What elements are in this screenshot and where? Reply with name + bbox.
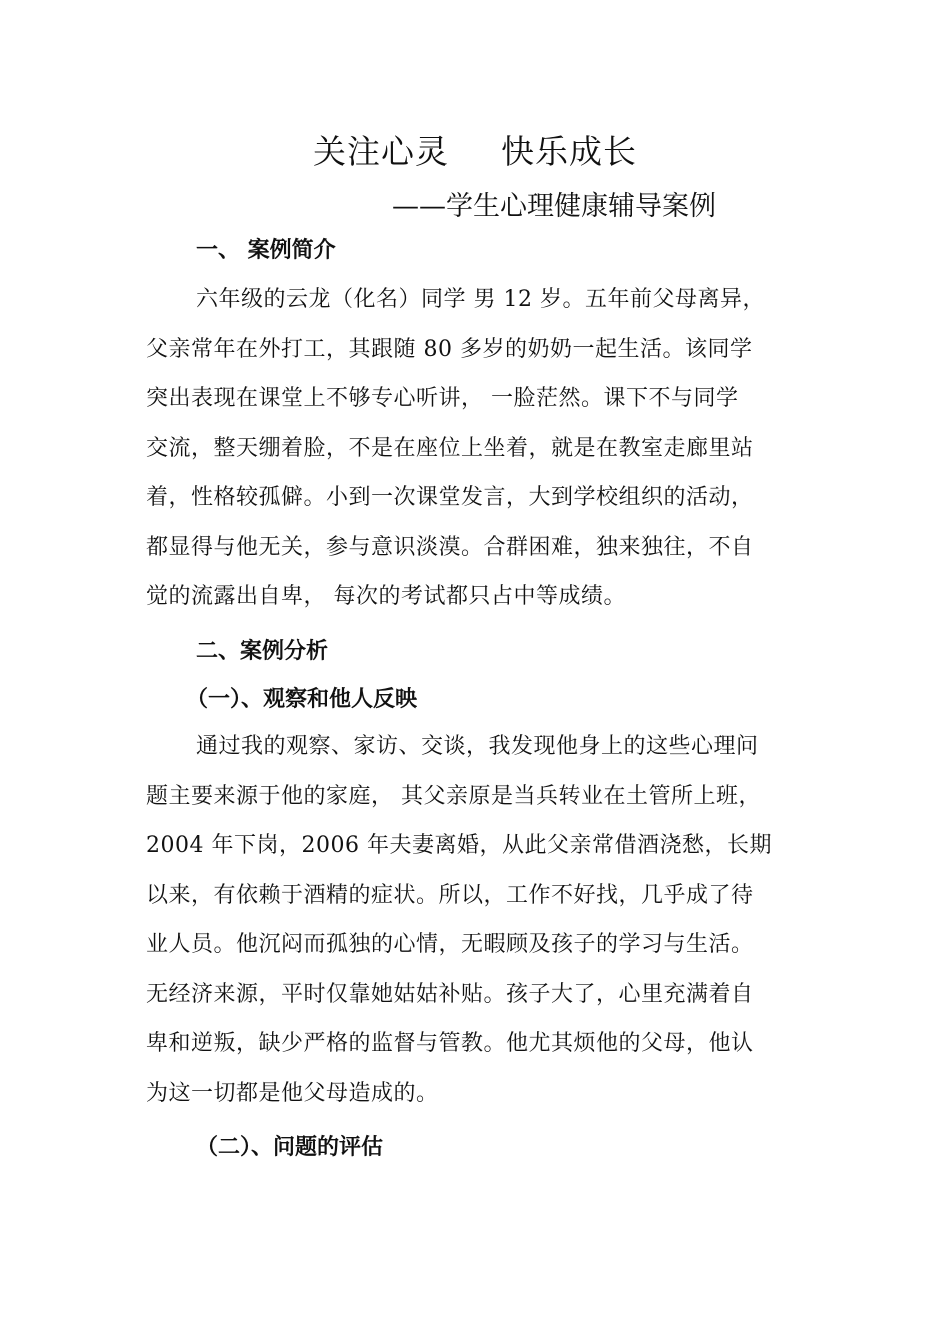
subsection-1-paragraph (146, 722, 846, 1118)
section-1-heading: 一、 案例简介 (196, 238, 336, 263)
paragraph-line: 业人员。他沉闷而孤独的心情，无暇顾及孩子的学习与生活。 (146, 932, 754, 957)
paragraph-line: 2004 年下岗，2006 年夫妻离婚，从此父亲常借酒浇愁，长期 (146, 833, 772, 858)
paragraph-line: 觉的流露出自卑， 每次的考试都只占中等成绩。 (146, 584, 626, 609)
paragraph-line: 交流，整天绷着脸，不是在座位上坐着，就是在教室走廊里站 (146, 435, 754, 461)
paragraph-line: 突出表现在课堂上不够专心听讲， 一脸茫然。课下不与同学 (146, 386, 739, 411)
paragraph-line: 都显得与他无关，参与意识淡漠。合群困难，独来独往，不自 (146, 534, 754, 560)
subsection-1-heading: （一）、观察和他人反映 (186, 687, 418, 712)
paragraph-line: 通过我的观察、家访、交谈，我发现他身上的这些心理问 (196, 734, 759, 759)
paragraph-line: 为这一切都是他父母造成的。 (146, 1080, 439, 1106)
title-part-2: 快乐成长 (501, 132, 637, 171)
paragraph-line: 着，性格较孤僻。小到一次课堂发言，大到学校组织的活动， (146, 485, 754, 510)
paragraph-line: 无经济来源，平时仅靠她姑姑补贴。孩子大了，心里充满着自 (146, 981, 754, 1007)
paragraph-line: 六年级的云龙（化名）同学 男 12 岁。五年前父母离异， (196, 287, 765, 312)
document-subtitle: ——学生心理健康辅导案例 (392, 191, 716, 222)
section-1-paragraph (146, 275, 846, 622)
document-title (0, 126, 950, 173)
section-2-heading: 二、案例分析 (196, 639, 329, 664)
paragraph-line: 卑和逆叛，缺少严格的监督与管教。他尤其烦他的父母，他认 (146, 1031, 754, 1056)
paragraph-line: 父亲常年在外打工，其跟随 80 多岁的奶奶一起生活。该同学 (146, 336, 753, 362)
subsection-2-heading: （二）、问题的评估 (196, 1135, 384, 1160)
title-part-1: 关注心灵 (313, 132, 449, 171)
paragraph-line: 以来，有依赖于酒精的症状。所以，工作不好找，几乎成了待 (146, 882, 754, 908)
paragraph-line: 题主要来源于他的家庭， 其父亲原是当兵转业在土管所上班， (146, 783, 761, 809)
